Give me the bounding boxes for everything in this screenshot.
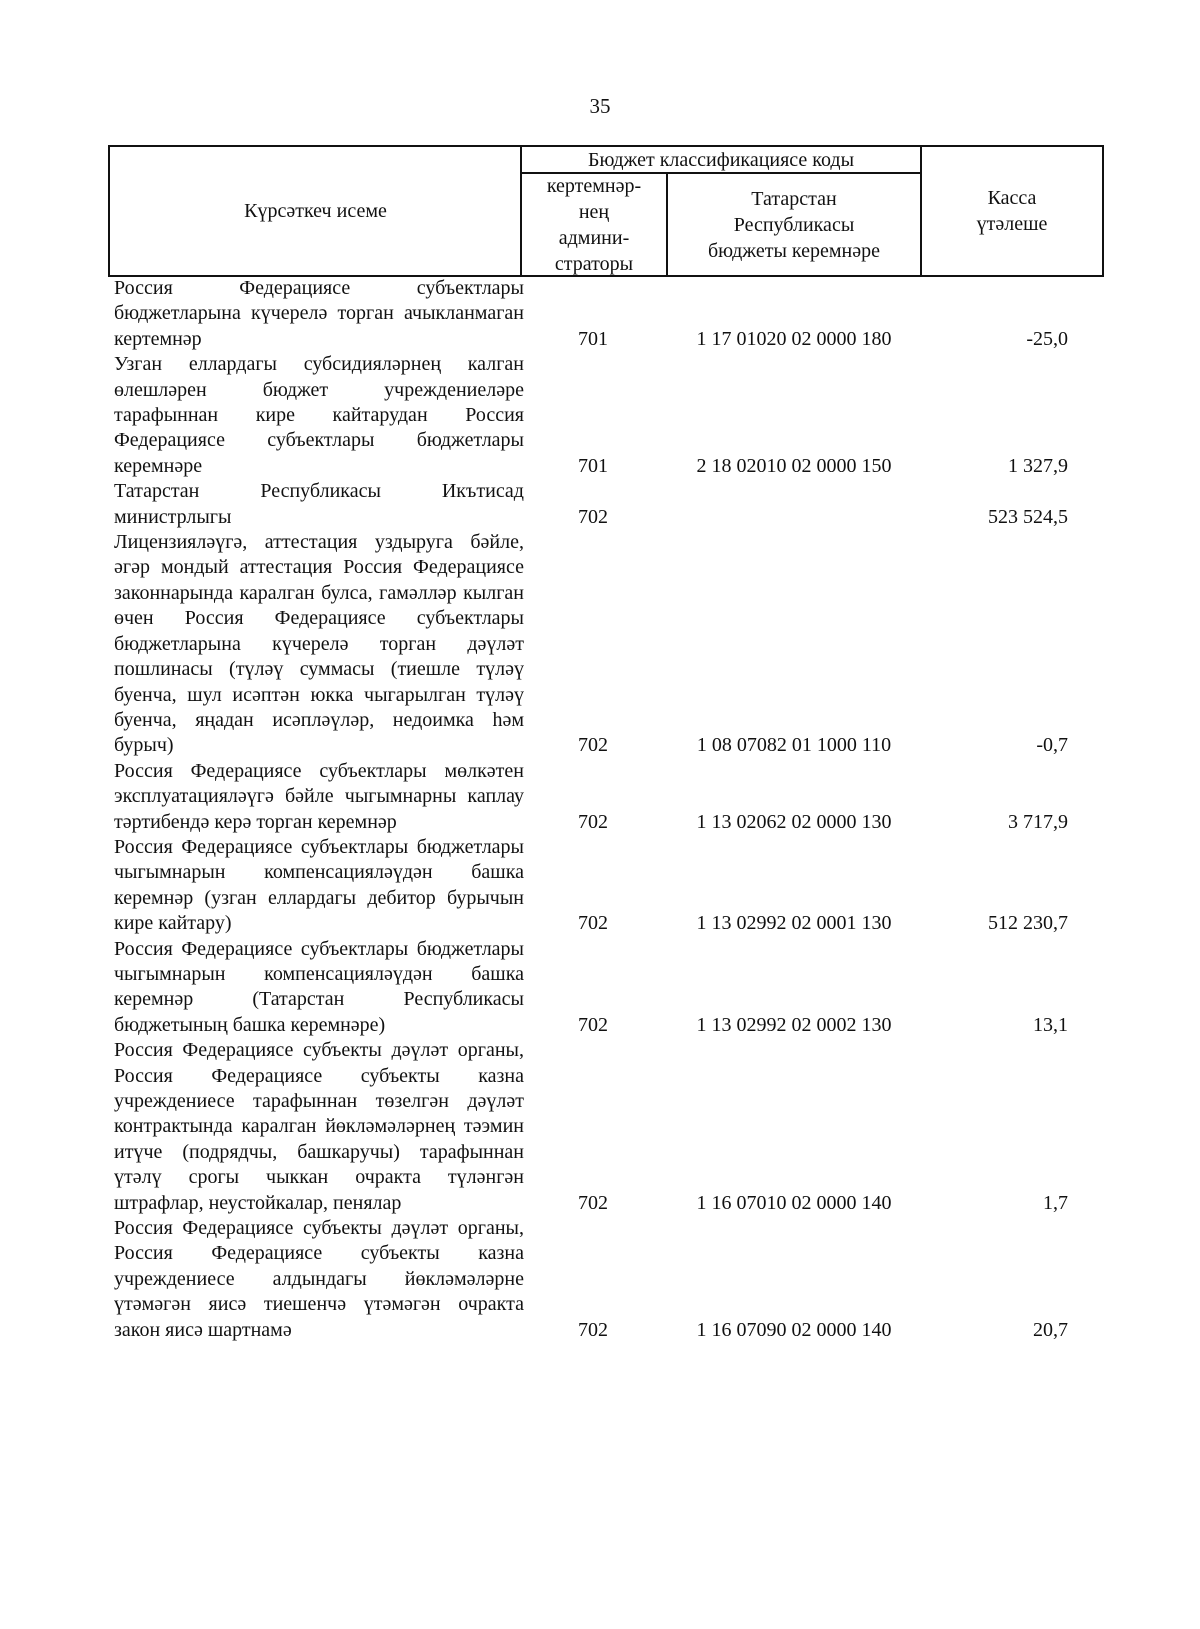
header-administrator: кертемнәр- нең админи- страторы <box>546 174 642 275</box>
row-budget-code: 1 17 01020 02 0000 180 <box>696 327 892 350</box>
row-budget-code: 1 13 02992 02 0001 130 <box>696 912 892 935</box>
table-row <box>108 479 1104 530</box>
row-administrator-code: 701 <box>578 327 608 350</box>
table-row <box>108 835 1104 937</box>
row-budget-code: 1 16 07090 02 0000 140 <box>696 1318 892 1341</box>
row-amount: 20,7 <box>1033 1318 1068 1341</box>
row-amount: -0,7 <box>1036 734 1068 757</box>
header-cash-execution: Касса үтәлеше <box>976 187 1048 235</box>
row-indicator-name: Россия Федерациясе субъектлары бюджетлары чыгымнарын компенсацияләүдән башка керемнәр (Татарстан Республикасы бюджетының башка керемнәре) <box>114 937 524 1036</box>
page-number: 35 <box>589 94 611 118</box>
row-budget-code: 2 18 02010 02 0000 150 <box>696 454 892 477</box>
row-administrator-code: 702 <box>578 1191 608 1214</box>
row-budget-code: 1 13 02062 02 0000 130 <box>696 810 892 833</box>
header-tatarstan-budget-revenue: Татарстан Республикасы бюджеты керемнәре <box>708 187 880 262</box>
row-amount: 512 230,7 <box>988 912 1068 935</box>
row-amount: 1,7 <box>1043 1191 1068 1214</box>
table-row <box>108 276 1104 352</box>
row-budget-code: 1 16 07010 02 0000 140 <box>696 1191 892 1214</box>
row-indicator-name: Россия Федерациясе субъекты дәүләт органы, Россия Федерациясе субъекты казна учреждениесе алдындагы йөкләмәләрне үтәмәгән яисә тиешенчә үтәмәгән очракта закон яисә шартнамә <box>114 1217 524 1341</box>
row-indicator-name: Россия Федерациясе субъектлары мөлкәтен эксплуатацияләүгә бәйле чыгымнарны каплау тәртибендә керә торган керемнәр <box>114 759 524 833</box>
row-indicator-name: Россия Федерациясе субъекты дәүләт органы, Россия Федерациясе субъекты казна учреждениесе тарафыннан төзелгән дәүләт контрактында каралган йөкләмәләрнең тәэмин итүче (подрядчы, башкаручы) тарафыннан үтәлү срогы чыккан очракта түләнгән штрафлар, неустойкалар, пенялар <box>114 1039 524 1214</box>
row-indicator-name: Лицензияләүгә, аттестация уздыруга бәйле, әгәр мондый аттестация Россия Федерациясе законнарында каралган булса, гамәлләр кылган өчен Россия Федерациясе субъектлары бюджетларына күчерелә торган дәүләт пошлинасы (түләү суммасы (тиешле түләү буенча, шул исәптән юкка чыгарылган түләү буенча, яңадан исәпләүләр, недоимка һәм бурыч) <box>114 531 524 757</box>
row-administrator-code: 701 <box>578 454 608 477</box>
row-administrator-code: 702 <box>578 734 608 757</box>
row-budget-code: 1 13 02992 02 0002 130 <box>696 1013 892 1036</box>
header-budget-code-group: Бюджет классификациясе коды <box>587 149 855 171</box>
row-administrator-code: 702 <box>578 810 608 833</box>
row-indicator-name: Россия Федерациясе субъектлары бюджетларына күчерелә торган ачыкланмаган кертемнәр <box>114 277 524 350</box>
row-budget-code: 1 08 07082 01 1000 110 <box>696 734 892 757</box>
table-body <box>108 276 1104 1343</box>
row-administrator-code: 702 <box>578 912 608 935</box>
row-amount: 1 327,9 <box>1008 454 1068 477</box>
header-indicator-name: Күрсәткеч исеме <box>244 200 387 222</box>
table-row <box>108 530 1104 759</box>
row-administrator-code: 702 <box>578 505 608 528</box>
row-amount: -25,0 <box>1026 327 1068 350</box>
row-amount: 3 717,9 <box>1008 810 1068 833</box>
row-administrator-code: 702 <box>578 1013 608 1036</box>
row-amount: 523 524,5 <box>988 505 1068 528</box>
table-row <box>108 937 1104 1039</box>
row-indicator-name: Татарстан Республикасы Икътисад министрлыгы <box>114 480 524 528</box>
table-row <box>108 352 1104 479</box>
row-indicator-name: Россия Федерациясе субъектлары бюджетлары чыгымнарын компенсацияләүдән башка керемнәр (узган еллардагы дебитор бурычын кире кайтару) <box>114 835 524 935</box>
row-administrator-code: 702 <box>578 1318 608 1341</box>
row-indicator-name: Узган еллардагы субсидияләрнең калган өлешләрен бюджет учреждениеләре тарафыннан кире кайтарудан Россия Федерациясе субъектлары бюджетлары керемнәре <box>114 353 524 477</box>
table-row <box>108 1038 1104 1216</box>
table-row <box>108 1216 1104 1343</box>
table-row <box>108 759 1104 835</box>
row-amount: 13,1 <box>1033 1013 1068 1036</box>
table-header <box>108 145 1104 277</box>
